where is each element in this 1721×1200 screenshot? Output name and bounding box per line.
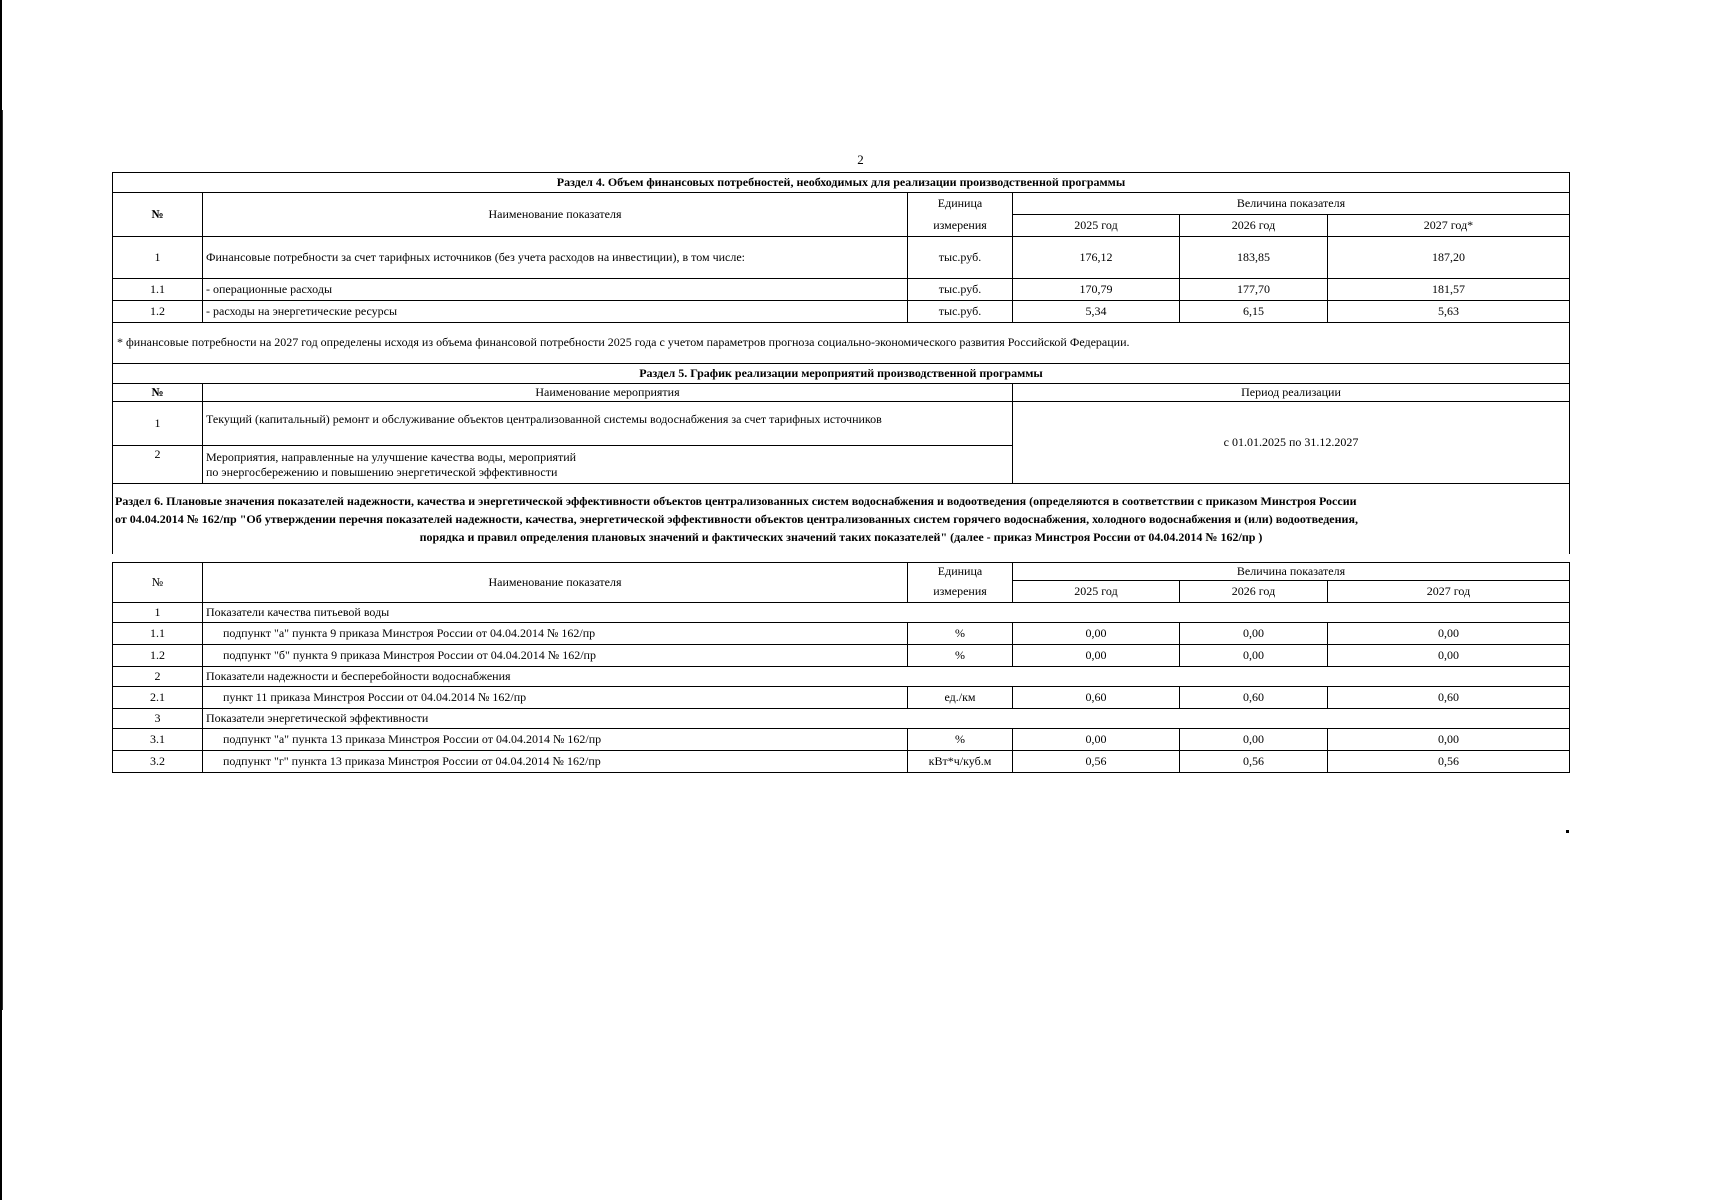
section6-title-line: от 04.04.2014 № 162/пр "Об утверждении перечня показателей надежности, качества, энергетической эффективности объектов централизованных систем горячего водоснабжения, холодного водоснабжения и (или) водоотведения, (115, 512, 1358, 526)
row-num: 3.1 (113, 729, 203, 751)
row-name: подпункт "а" пункта 9 приказа Минстроя России от 04.04.2014 № 162/пр (203, 623, 908, 645)
col-num-header: № (113, 384, 203, 402)
row-value: 0,60 (1180, 687, 1328, 709)
col-year-header: 2026 год (1180, 215, 1328, 237)
row-value: 170,79 (1013, 279, 1180, 301)
row-value: 0,00 (1013, 645, 1180, 667)
row-value: 0,56 (1328, 751, 1570, 773)
document-sheet (112, 172, 1570, 773)
section5-table (112, 363, 1570, 484)
row-value: 0,00 (1180, 645, 1328, 667)
section4-footnote: * финансовые потребности на 2027 год определены исходя из объема финансовой потребности 2025 года с учетом параметров прогноза социально-экономического развития Российской Федерации. (112, 323, 1570, 363)
row-value: 0,00 (1013, 623, 1180, 645)
group-name: Показатели качества питьевой воды (203, 603, 1570, 623)
section6-title-line: порядка и правил определения плановых значений и фактических значений таких показателей" (далее - приказ Минстроя России от 04.04.2014 № 162/пр ) (419, 530, 1263, 544)
table-row (113, 729, 1570, 751)
col-value-header: Величина показателя (1013, 563, 1570, 581)
row-num: 2.1 (113, 687, 203, 709)
row-name: подпункт "а" пункта 13 приказа Минстроя России от 04.04.2014 № 162/пр (203, 729, 908, 751)
row-value: 177,70 (1180, 279, 1328, 301)
row-num: 2 (113, 446, 203, 484)
row-name-line: Мероприятия, направленные на улучшение качества воды, мероприятий (206, 449, 577, 464)
group-name: Показатели энергетической эффективности (203, 709, 1570, 729)
row-value: 0,00 (1328, 645, 1570, 667)
group-row (113, 667, 1570, 687)
row-value: 0,00 (1180, 729, 1328, 751)
row-unit: % (908, 729, 1013, 751)
col-unit-header-2: измерения (908, 215, 1013, 237)
section6-table (112, 562, 1570, 773)
row-value: 187,20 (1328, 237, 1570, 279)
col-year-header: 2025 год (1013, 215, 1180, 237)
col-year-header: 2027 год* (1328, 215, 1570, 237)
row-value: 0,60 (1013, 687, 1180, 709)
row-value: 0,00 (1180, 623, 1328, 645)
col-name-header: Наименование показателя (203, 563, 908, 603)
col-name-header: Наименование показателя (203, 193, 908, 237)
col-num-header: № (113, 193, 203, 237)
row-name: Текущий (капитальный) ремонт и обслуживание объектов централизованной системы водоснабжения за счет тарифных источников (203, 402, 1013, 446)
row-unit: тыс.руб. (908, 237, 1013, 279)
section4-title: Раздел 4. Объем финансовых потребностей, необходимых для реализации производственной программы (113, 173, 1570, 193)
col-unit-header-1: Единица (908, 563, 1013, 581)
row-unit: % (908, 623, 1013, 645)
row-unit: тыс.руб. (908, 301, 1013, 323)
row-value: 183,85 (1180, 237, 1328, 279)
group-name: Показатели надежности и бесперебойности водоснабжения (203, 667, 1570, 687)
col-num-header: № (113, 563, 203, 603)
group-num: 1 (113, 603, 203, 623)
row-value: 5,63 (1328, 301, 1570, 323)
table-row (113, 751, 1570, 773)
col-name-header: Наименование мероприятия (203, 384, 1013, 402)
row-num: 1.1 (113, 279, 203, 301)
group-num: 3 (113, 709, 203, 729)
row-value: 0,00 (1013, 729, 1180, 751)
page-number: 2 (857, 152, 864, 167)
row-unit: тыс.руб. (908, 279, 1013, 301)
table-row (113, 645, 1570, 667)
group-num: 2 (113, 667, 203, 687)
section4-table (112, 172, 1570, 323)
table-row (113, 237, 1570, 279)
row-num: 1 (113, 402, 203, 446)
row-value: 0,60 (1328, 687, 1570, 709)
row-unit: % (908, 645, 1013, 667)
col-period-header: Период реализации (1013, 384, 1570, 402)
table-row (113, 279, 1570, 301)
col-year-header: 2027 год (1328, 581, 1570, 603)
row-value: 6,15 (1180, 301, 1328, 323)
row-value: 0,56 (1013, 751, 1180, 773)
row-num: 1.2 (113, 645, 203, 667)
row-value: 0,00 (1328, 729, 1570, 751)
row-name: - расходы на энергетические ресурсы (203, 301, 908, 323)
row-num: 1 (113, 237, 203, 279)
row-num: 1.2 (113, 301, 203, 323)
section6-title (112, 484, 1570, 554)
row-name: подпункт "б" пункта 9 приказа Минстроя России от 04.04.2014 № 162/пр (203, 645, 908, 667)
table-row (113, 402, 1570, 446)
table-row (113, 301, 1570, 323)
section5-title: Раздел 5. График реализации мероприятий производственной программы (113, 364, 1570, 384)
row-unit: ед./км (908, 687, 1013, 709)
col-unit-header-1: Единица (908, 193, 1013, 215)
col-unit-header-2: измерения (908, 581, 1013, 603)
col-year-header: 2025 год (1013, 581, 1180, 603)
row-name: пункт 11 приказа Минстроя России от 04.04.2014 № 162/пр (203, 687, 908, 709)
row-value: 5,34 (1013, 301, 1180, 323)
row-name-line: по энергосбережению и повышению энергетической эффективности (206, 464, 558, 479)
scan-edge-inner (2, 110, 3, 1010)
section6-title-line: Раздел 6. Плановые значения показателей надежности, качества и энергетической эффективности объектов централизованных систем водоснабжения и водоотведения (определяются в соответствии с приказом Минстроя России (115, 494, 1357, 508)
table-row (113, 623, 1570, 645)
row-num: 3.2 (113, 751, 203, 773)
row-value: 181,57 (1328, 279, 1570, 301)
row-name (203, 446, 1013, 484)
row-value: 0,56 (1180, 751, 1328, 773)
row-name: подпункт "г" пункта 13 приказа Минстроя России от 04.04.2014 № 162/пр (203, 751, 908, 773)
table-row (113, 687, 1570, 709)
row-name: - операционные расходы (203, 279, 908, 301)
row-num: 1.1 (113, 623, 203, 645)
period-value: с 01.01.2025 по 31.12.2027 (1013, 402, 1570, 484)
row-name: Финансовые потребности за счет тарифных источников (без учета расходов на инвестиции), в том числе: (203, 237, 908, 279)
group-row (113, 603, 1570, 623)
group-row (113, 709, 1570, 729)
scan-speck (1566, 830, 1569, 833)
row-unit: кВт*ч/куб.м (908, 751, 1013, 773)
col-value-header: Величина показателя (1013, 193, 1570, 215)
row-value: 176,12 (1013, 237, 1180, 279)
col-year-header: 2026 год (1180, 581, 1328, 603)
row-value: 0,00 (1328, 623, 1570, 645)
